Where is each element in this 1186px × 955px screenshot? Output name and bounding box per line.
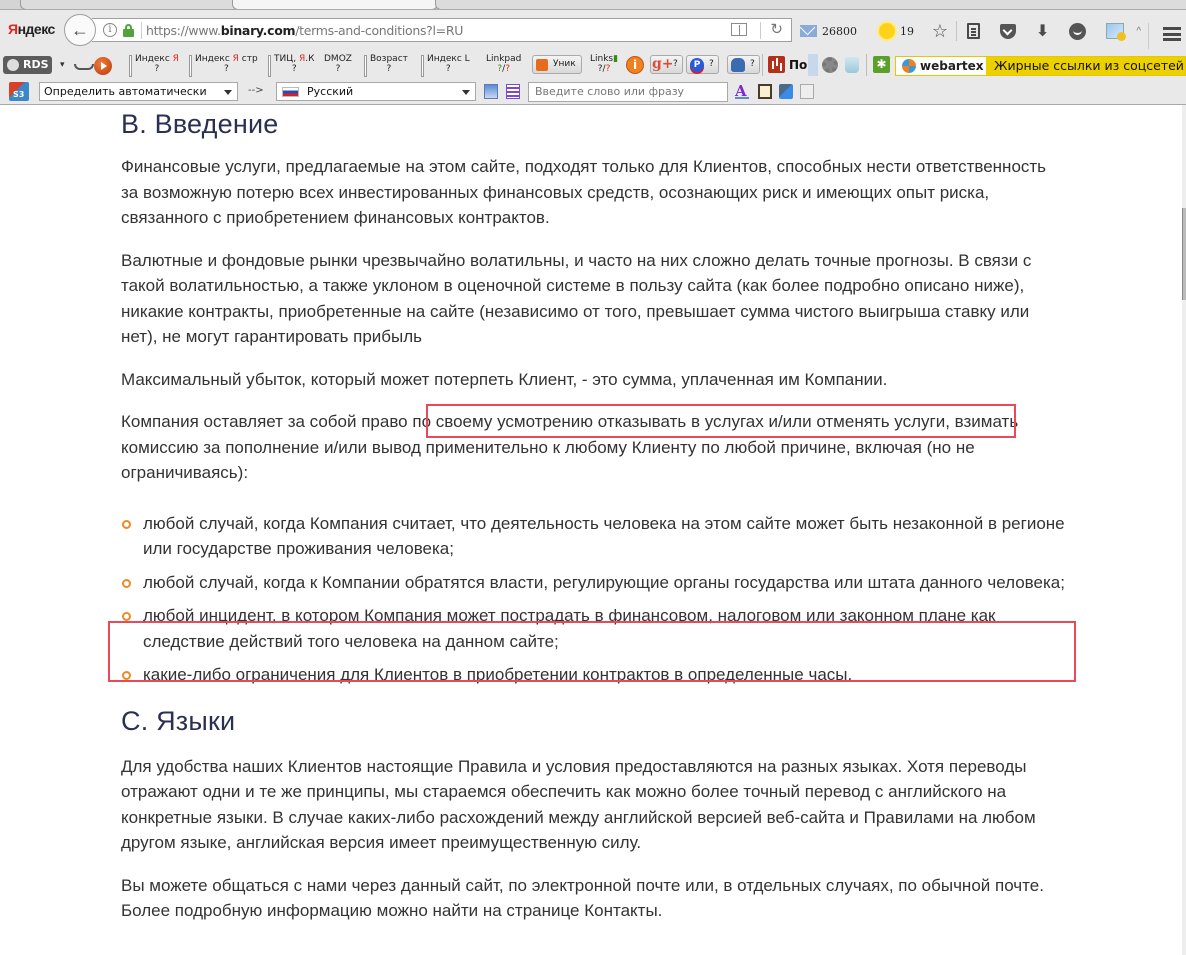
terms-content [121,105,1066,924]
reload-icon[interactable]: ↻ [770,21,783,38]
paragraph-volatility: Валютные и фондовые рынки чрезвычайно волатильны, и часто на них сложно делать точные прогнозы. В связи с такой волатильностью, а также уклоном в оценочной системе в пользу сайта (как более подробно описано ниже), никакие контракты, приобретенные на сайте (независимо от того, превышает сумма чистого выигрыша ставку или нет), не могут гарантировать прибыль [121,250,1032,346]
google-plus-icon: g+ [652,56,674,72]
target-language-select[interactable]: Русский [276,82,476,101]
address-bar[interactable] [92,18,792,42]
bullet-circle-icon [122,671,131,680]
russia-flag-icon [282,87,299,97]
webartex-logo-icon [902,59,916,73]
url-text[interactable]: https://www.binary.com/terms-and-conditions?l=RU [146,23,464,38]
chevron-down-icon [224,90,232,95]
seo-dmoz[interactable]: DMOZ ? [324,54,352,74]
overflow-scroll-handle[interactable] [808,54,818,76]
info-circle-icon[interactable]: i [626,56,644,74]
pocket-icon[interactable] [1000,24,1016,39]
arrow-left-icon: ← [71,19,89,40]
sync-icon[interactable] [1106,23,1124,39]
feedback-smiley-icon[interactable] [1069,23,1086,40]
uniq-button[interactable]: Уник [532,55,582,74]
sun-icon [879,23,895,39]
bullet-circle-icon [122,612,131,621]
translate-toolbar: S3 Определить автоматически --> Русский Введите слово или фразу A [0,79,1186,104]
site-info-icon[interactable]: i [103,23,117,37]
google-plus-button[interactable]: g+ ? [650,55,683,74]
secure-lock-icon[interactable] [123,24,134,36]
spy-button[interactable]: ? [727,55,760,74]
dictionary-icon[interactable]: A [735,84,749,99]
s3-translator-icon[interactable]: S3 [9,82,29,101]
seo-index-l[interactable]: Индекс L ? [421,54,470,74]
download-icon[interactable]: ⬇ [1036,23,1050,40]
gear-icon[interactable] [822,57,838,73]
paragraph-languages: Для удобства наших Клиентов настоящие Правила и условия предоставляются на разных языках. Хотя переводы отражают одни и те же принципы, мы стараемся обеспечить как можно более точный перевод с английского на конкретные языки. В случае каких-либо расхождений между английской версией веб-сайта и Правилами на любом другом языке, английская версия имеет преимущественную силу. [121,756,1036,852]
weather-temp: 19 [900,24,914,38]
toolbar-right [800,19,1141,43]
mail-widget[interactable] [800,25,857,38]
chevron-down-icon [462,90,470,95]
section-c-title: С. Языки [121,705,236,736]
p-rank-button[interactable]: P ? [686,55,719,74]
webartex-banner[interactable]: webartex Жирные ссылки из соцсетей [895,56,1186,76]
recycle-bin-icon[interactable] [845,57,859,73]
translate-list-icon[interactable] [506,84,520,99]
list-item: какие-либо ограничения для Клиентов в приобретении контрактов в определенные часы. [121,662,1066,688]
p-rank-icon: P [690,58,704,72]
section-b-title: В. Введение [121,109,279,139]
navigation-bar [0,11,1186,49]
yandex-logo[interactable]: Яндекс [8,21,55,37]
bookmarks-list-icon[interactable] [967,23,980,39]
bullet-circle-icon [122,579,131,588]
translate-page-icon[interactable] [484,84,498,99]
mail-count: 26800 [822,24,857,38]
chevron-up-icon[interactable]: ^ [1136,25,1142,37]
weather-widget[interactable] [879,23,914,39]
tab-other[interactable] [435,0,1186,10]
translate-search-input[interactable]: Введите слово или фразу [528,82,728,102]
translate-language-icon[interactable] [779,84,793,99]
seo-tic-yandex-catalog[interactable]: ТИЦ, Я.К ? [268,54,314,74]
paragraph-financial-services: Финансовые услуги, предлагаемые на этом сайте, подходят только для Клиентов, способных нести ответственность за возможную потерю всех инвестированных финансовых средств, осознающих риск и имеющих опыт риска, связанного с приобретением финансовых контрактов. [121,157,1047,227]
clipboard-icon[interactable] [758,84,772,99]
recorder-play-icon[interactable] [72,54,117,76]
seo-age[interactable]: Возраст ? [364,54,408,74]
po-label[interactable]: По [789,58,808,72]
list-item: любой случай, когда к Компании обратятся власти, регулирующие органы государства или штата данного человека; [121,570,1066,596]
source-language-select[interactable]: Определить автоматически [39,82,238,101]
seo-index-yandex-pages[interactable]: Индекс Я стр ? [189,54,258,74]
paragraph-max-loss: Максимальный убыток, который может потерпеть Клиент, - это сумма, уплаченная им Компании. [121,369,888,389]
highlighted-phrase: по своему усмотрению отказывать в услугах и/или отменять услуги, [407,412,950,431]
puzzle-addon-icon[interactable]: ✱ [873,56,890,73]
bookmark-star-icon[interactable]: ☆ [931,20,949,41]
browser-chrome [0,0,1186,105]
list-item: любой случай, когда Компания считает, что деятельность человека на этом сайте может быть незаконной в регионе или государстве проживания человека; [121,511,1066,562]
rds-button[interactable]: RDS [3,56,52,74]
reasons-list [121,511,1066,688]
list-item: любой инцидент, в котором Компания может пострадать в финансовом, налоговом или законном плане как следствие действий того человека на данном сайте; [121,603,1066,654]
paragraph-contacts: Вы можете общаться с нами через данный сайт, по электронной почте или, в отдельных случаях, по обычной почте. Более подробную информацию можно найти на странице Контакты. [121,875,1044,920]
settings-document-icon[interactable] [800,84,814,99]
tab-binary-terms[interactable] [232,0,438,10]
metrika-chart-icon[interactable] [768,56,785,73]
page-viewport [0,105,1182,955]
bullet-circle-icon [122,520,131,529]
envelope-icon [800,25,817,37]
seo-index-yandex[interactable]: Индекс Я ? [129,54,179,74]
reader-view-icon[interactable] [731,23,747,36]
spy-hat-icon [731,58,745,72]
scrollbar-thumb[interactable] [1182,208,1186,300]
rds-seo-toolbar [0,51,1186,79]
tab-bar [0,0,1186,10]
back-button[interactable] [64,14,96,46]
seo-links[interactable]: Links▮ ?/? [590,54,619,74]
rds-dropdown-icon[interactable]: ▾ [60,60,65,70]
page-scrollbar[interactable] [1182,105,1186,955]
seo-linkpad[interactable]: Linkpad ?/? [486,54,522,74]
paragraph-company-rights: Компания оставляет за собой право по своему усмотрению отказывать в услугах и/или отменять услуги, взимать комиссию за пополнение и/или вывод применительно к любому Клиенту по любой причине, включая (но не ограничиваясь): [121,412,1019,482]
menu-hamburger-icon[interactable] [1163,27,1181,41]
